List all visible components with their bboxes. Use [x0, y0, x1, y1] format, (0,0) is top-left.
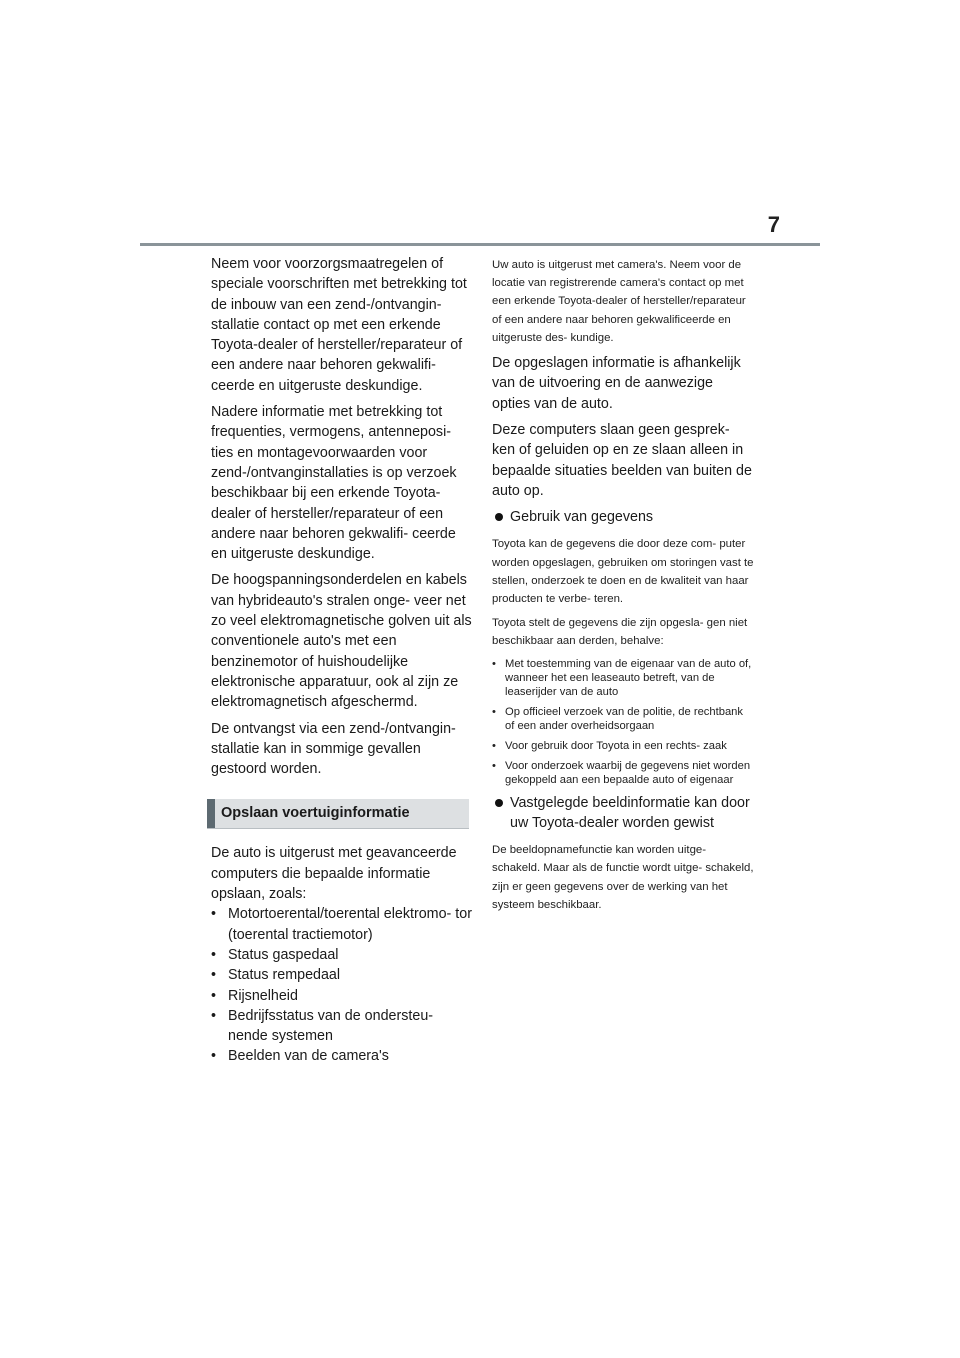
header-rule — [140, 243, 820, 246]
page-number: 7 — [767, 212, 780, 237]
paragraph-stored-depends: De opgeslagen informatie is afhankelijk van de uitvoering en de aanwezige opties van de auto. — [492, 355, 741, 412]
paragraph-computers-intro: De auto is uitgerust met geavanceerde computers die bepaalde informatie opslaan, zoals: — [211, 845, 457, 903]
list-item: • Op officieel verzoek van de politie, de rechtbank of een ander overheidsorgaan — [492, 705, 754, 733]
right-column — [492, 256, 754, 920]
list-item: • Met toestemming van de eigenaar van de auto of, wanneer het een leaseauto betreft, van de leaserijder van de auto — [492, 657, 754, 699]
bullet-circle-icon — [495, 513, 503, 521]
list-item: • Rijsnelheid — [211, 986, 473, 1006]
bullet-circle-icon — [495, 799, 503, 807]
list-item: • Status rempedaal — [211, 965, 473, 985]
paragraph-reception: De ontvangst via een zend-/ontvangin- stallatie kan in sommige gevallen gestoord worden. — [211, 720, 456, 778]
subheading-image-info-label: Vastgelegde beeldinformatie kan door uw Toyota-dealer worden gewist — [510, 794, 750, 831]
paragraph-frequencies: Nadere informatie met betrekking tot frequenties, vermogens, antenneposi- ties en montagevoorwaarden voor zend-/ontvanginstallaties is op verzoek beschikbaar bij een erkende Toyota-dealer of hersteller/reparateur of een andere naar behoren gekwalifi- ceerde en uitgeruste deskundige. — [211, 404, 457, 563]
subheading-data-usage-label: Gebruik van gegevens — [510, 509, 654, 526]
paragraph-high-voltage: De hoogspanningsonderdelen en kabels van hybrideauto's stralen onge- veer net zo veel elektromagnetische golven uit als conventionele auto's met een benzinemotor of huishoudelijke elektronische apparatuur, ook al zijn ze elektromagnetisch afgeschermd. — [211, 572, 472, 711]
list-item: • Motortoerental/toerental elektromo- tor (toerental tractiemotor) — [211, 904, 473, 945]
usage-text-1: Toyota kan de gegevens die door deze com- puter worden opgeslagen, gebruiken om storingen vast te stellen, onderzoek te doen en de kwaliteit van haar producten te verbe- teren. — [492, 538, 754, 605]
subheading-data-usage — [492, 507, 754, 527]
exceptions-list — [492, 657, 754, 787]
list-item: • Voor onderzoek waarbij de gegevens niet worden gekoppeld aan een bepaalde auto of eigenaar — [492, 759, 754, 787]
list-item: • Bedrijfsstatus van de ondersteu- nende systemen — [211, 1006, 473, 1047]
left-column — [211, 254, 473, 1073]
camera-note: Uw auto is uitgerust met camera's. Neem voor de locatie van registrerende camera's contact op met een erkende Toyota-dealer of hersteller/reparateur of een andere naar behoren gekwalificeerde en uitgeruste des- kundige. — [492, 259, 746, 344]
subheading-image-info — [492, 793, 754, 834]
list-item: • Status gaspedaal — [211, 945, 473, 965]
usage-text-2: Toyota stelt de gegevens die zijn opgesla- gen niet beschikbaar aan derden, behalve: — [492, 617, 748, 648]
image-text: De beeldopnamefunctie kan worden uitge- schakeld. Maar als de functie wordt uitge- schakeld, zijn er geen gegevens over de werking van het systeem beschikbaar. — [492, 844, 754, 911]
paragraph-installation: Neem voor voorzorgsmaatregelen of speciale voorschriften met betrekking tot de inbouw van een zend-/ontvangin- stallatie contact op met een erkende Toyota-dealer of hersteller/reparateur of een andere naar behoren gekwalifi- ceerde en uitgeruste deskundige. — [211, 256, 467, 394]
section-heading-rule — [207, 828, 469, 829]
stored-info-list — [211, 904, 473, 1066]
list-item: • Beelden van de camera's — [211, 1046, 473, 1066]
section-heading: Opslaan voertuiginformatie — [207, 799, 469, 828]
list-item: • Voor gebruik door Toyota in een rechts- zaak — [492, 739, 754, 753]
paragraph-no-conversations: Deze computers slaan geen gesprek- ken of geluiden op en ze slaan alleen in bepaalde situaties beelden van buiten de auto op. — [492, 421, 752, 499]
